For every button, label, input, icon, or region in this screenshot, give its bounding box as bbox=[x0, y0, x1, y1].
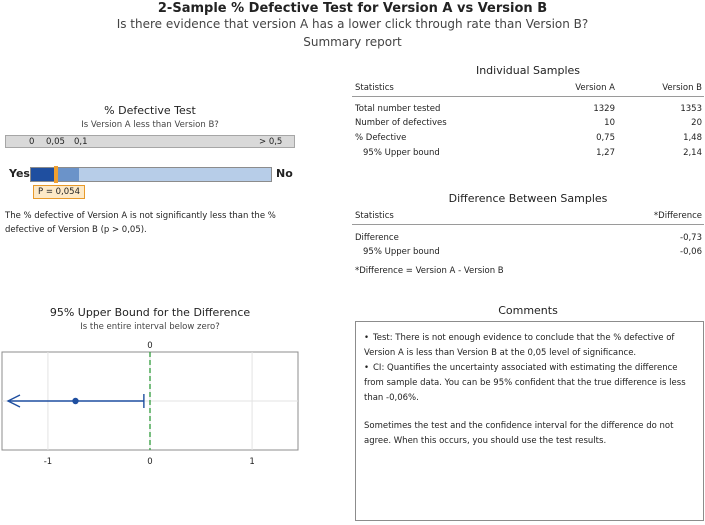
col-header-statistics: Statistics bbox=[355, 83, 394, 93]
table-divider bbox=[352, 224, 704, 225]
cell-value: 20 bbox=[691, 118, 702, 128]
point-estimate bbox=[72, 398, 78, 404]
upper-bound-title: 95% Upper Bound for the Difference bbox=[49, 306, 251, 319]
difference-title: Difference Between Samples bbox=[448, 192, 608, 205]
cell-value: 1,48 bbox=[683, 133, 702, 143]
cell-value: 1353 bbox=[680, 104, 702, 114]
col-header-version-a: Version A bbox=[575, 83, 615, 93]
row-label: Total number tested bbox=[355, 104, 441, 114]
upper-bound-chart bbox=[0, 340, 305, 470]
cell-value: 1,27 bbox=[596, 148, 615, 158]
cell-value: -0,06 bbox=[680, 247, 702, 257]
difference-footnote: *Difference = Version A - Version B bbox=[355, 266, 504, 276]
report-type: Summary report bbox=[303, 35, 402, 49]
upper-bound-question: Is the entire interval below zero? bbox=[80, 322, 220, 332]
comments-title: Comments bbox=[498, 304, 558, 317]
scale-label-01: 0,1 bbox=[74, 137, 88, 147]
row-label: % Defective bbox=[355, 133, 407, 143]
comment-note: Sometimes the test and the confidence interval for the difference do not agree. When this occurs, you should use the test results. bbox=[364, 421, 674, 446]
report-title: 2-Sample % Defective Test for Version A vs Version B bbox=[157, 1, 548, 16]
cell-value: 1329 bbox=[593, 104, 615, 114]
test-conclusion: The % defective of Version A is not significantly less than the % defective of Version B (p > 0,05). bbox=[5, 211, 276, 235]
cell-value: -0,73 bbox=[680, 233, 702, 243]
yes-label: Yes bbox=[9, 167, 30, 180]
defective-test-question: Is Version A less than Version B? bbox=[81, 120, 219, 130]
comment-test: Test: There is not enough evidence to conclude that the % defective of Version A is less than Version B at the 0,05 level of significance. bbox=[364, 333, 675, 358]
bullet-icon: • bbox=[364, 333, 370, 343]
cell-value: 10 bbox=[604, 118, 615, 128]
report-question: Is there evidence that version A has a lower click through rate than Version B? bbox=[116, 17, 589, 31]
row-label: 95% Upper bound bbox=[363, 247, 440, 257]
p-value-label: P = 0,054 bbox=[33, 185, 85, 199]
bullet-icon: • bbox=[364, 363, 370, 373]
table-divider bbox=[352, 96, 704, 97]
col-header-version-b: Version B bbox=[662, 83, 702, 93]
p-value-marker bbox=[54, 166, 58, 183]
scale-label-005: 0,05 bbox=[46, 137, 65, 147]
row-label: Number of defectives bbox=[355, 118, 447, 128]
comment-ci: CI: Quantifies the uncertainty associated with estimating the difference from sample data. You can be 95% confident that the true difference is less than -0,06%. bbox=[364, 363, 686, 403]
row-label: 95% Upper bound bbox=[363, 148, 440, 158]
p-value-bar-strong-zone bbox=[31, 168, 54, 181]
no-label: No bbox=[276, 167, 293, 180]
x-tick-label: -1 bbox=[43, 457, 53, 467]
col-header-difference: *Difference bbox=[653, 211, 702, 221]
row-label: Difference bbox=[355, 233, 399, 243]
cell-value: 0,75 bbox=[596, 133, 615, 143]
comments-panel bbox=[355, 321, 704, 521]
x-tick-label: 0 bbox=[147, 457, 153, 467]
cell-value: 2,14 bbox=[683, 148, 702, 158]
defective-test-title: % Defective Test bbox=[104, 104, 196, 117]
col-header-statistics: Statistics bbox=[355, 211, 394, 221]
reference-label: 0 bbox=[147, 341, 153, 351]
scale-label-0: 0 bbox=[29, 137, 35, 147]
x-tick-label: 1 bbox=[249, 457, 255, 467]
individual-samples-title: Individual Samples bbox=[475, 64, 581, 77]
scale-label-05: > 0,5 bbox=[259, 137, 283, 147]
